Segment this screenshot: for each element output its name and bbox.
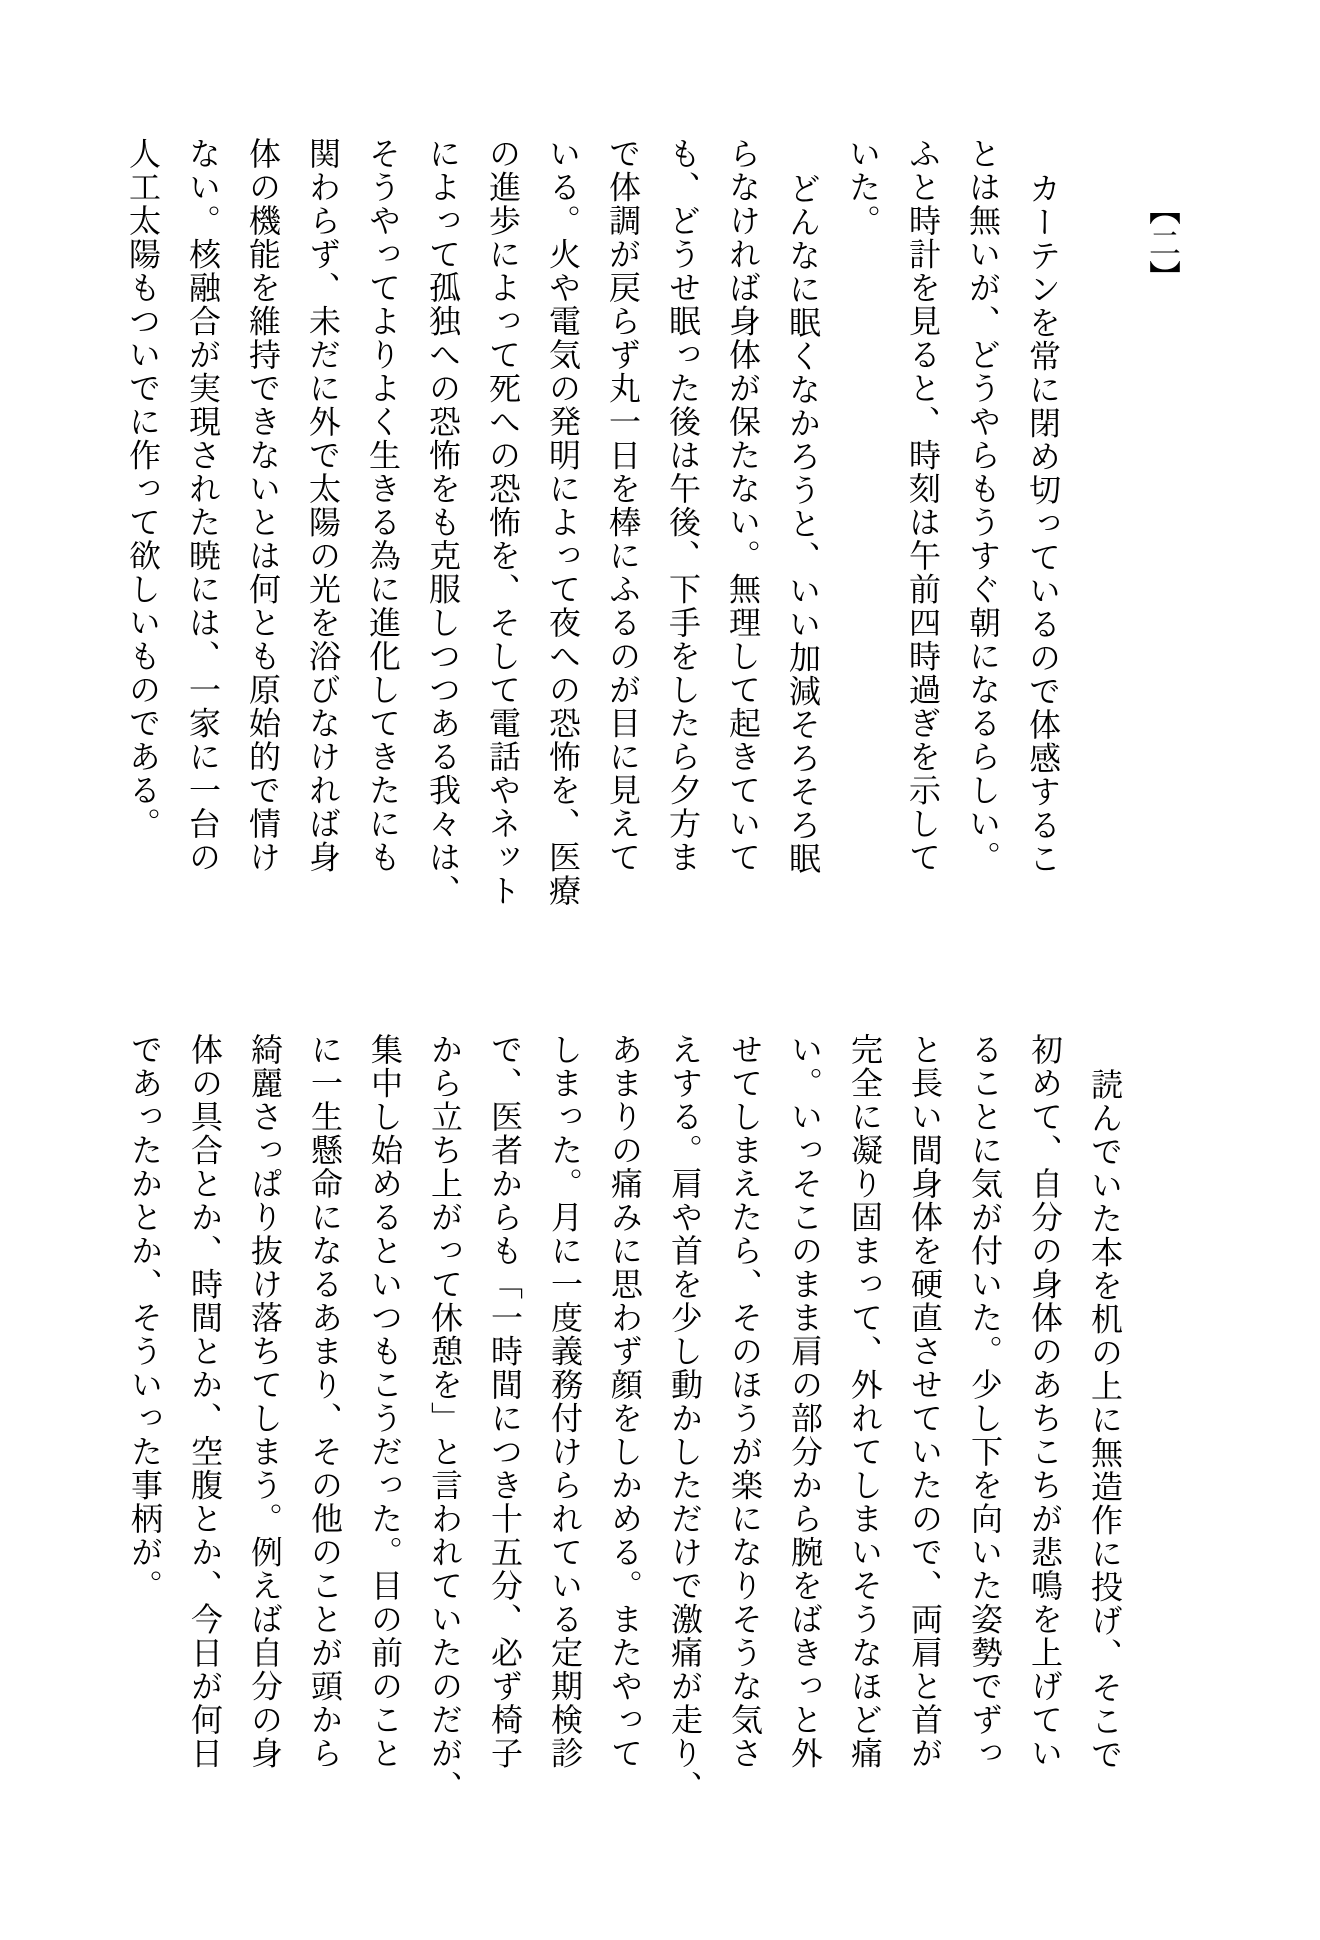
- text-line: とは無いが、どうやらもうすぐ朝になるらしい。: [965, 137, 1001, 874]
- text-line: 初めて、自分の身体のあちこちが悲鳴を上げてい: [1027, 1033, 1063, 1770]
- text-line: ることに気が付いた。少し下を向いた姿勢でずっ: [967, 1033, 1003, 1770]
- text-line: カーテンを常に閉め切っているので体感するこ: [1025, 172, 1061, 876]
- text-line: 人工太陽もついでに作って欲しいものである。: [125, 137, 161, 841]
- text-line: から立ち上がって休憩を」と言われていたのだが、: [427, 1033, 463, 1804]
- text-line: の進歩によって死への恐怖を、そして電話やネット: [485, 137, 521, 908]
- text-line: によって孤独への恐怖をも克服しつつある我々は、: [425, 137, 461, 908]
- text-line: と長い間身体を硬直させていたので、両肩と首が: [907, 1033, 943, 1770]
- text-line: えする。肩や首を少し動かしただけで激痛が走り、: [667, 1033, 703, 1804]
- text-line: い。いっそこのまま肩の部分から腕をばきっと外: [787, 1033, 823, 1770]
- text-line: ふと時計を見ると、時刻は午前四時過ぎを示して: [905, 137, 941, 874]
- text-line: で、医者からも「一時間につき十五分、必ず椅子: [487, 1033, 523, 1770]
- text-line: 完全に凝り固まって、外れてしまいそうなほど痛: [847, 1033, 883, 1770]
- text-line: せてしまえたら、そのほうが楽になりそうな気さ: [727, 1033, 763, 1770]
- text-line: に一生懸命になるあまり、その他のことが頭から: [307, 1033, 343, 1770]
- text-line: であったかとか、そういった事柄が。: [127, 1033, 163, 1603]
- text-line: 体の機能を維持できないとは何とも原始的で情け: [245, 137, 281, 874]
- text-line: しまった。月に一度義務付けられている定期検診: [547, 1033, 583, 1770]
- upper-text-block: [113, 137, 1193, 908]
- text-line: いた。: [845, 137, 881, 238]
- section-heading: 【二】: [1145, 193, 1181, 294]
- text-line: も、どうせ眠った後は午後、下手をしたら夕方ま: [665, 137, 701, 874]
- text-line: らなければ身体が保たない。無理して起きていて: [725, 137, 761, 874]
- text-line: 集中し始めるといつもこうだった。目の前のこと: [367, 1033, 403, 1770]
- text-line: いる。火や電気の発明によって夜への恐怖を、医療: [545, 137, 581, 908]
- text-line: で体調が戻らず丸一日を棒にふるのが目に見えて: [605, 137, 641, 874]
- text-line: 綺麗さっぱり抜け落ちてしまう。例えば自分の身: [247, 1033, 283, 1770]
- lower-text-block: [115, 1033, 1135, 1808]
- text-line: 読んでいた本を机の上に無造作に投げ、そこで: [1087, 1068, 1123, 1772]
- text-line: 体の具合とか、時間とか、空腹とか、今日が何日: [187, 1033, 223, 1770]
- text-line: 関わらず、未だに外で太陽の光を浴びなければ身: [305, 137, 341, 874]
- text-line: あまりの痛みに思わず顔をしかめる。またやって: [607, 1033, 643, 1770]
- text-line: どんなに眠くなかろうと、いい加減そろそろ眠: [785, 172, 821, 876]
- text-line: ない。核融合が実現された暁には、一家に一台の: [185, 137, 221, 874]
- text-line: そうやってよりよく生きる為に進化してきたにも: [365, 137, 401, 874]
